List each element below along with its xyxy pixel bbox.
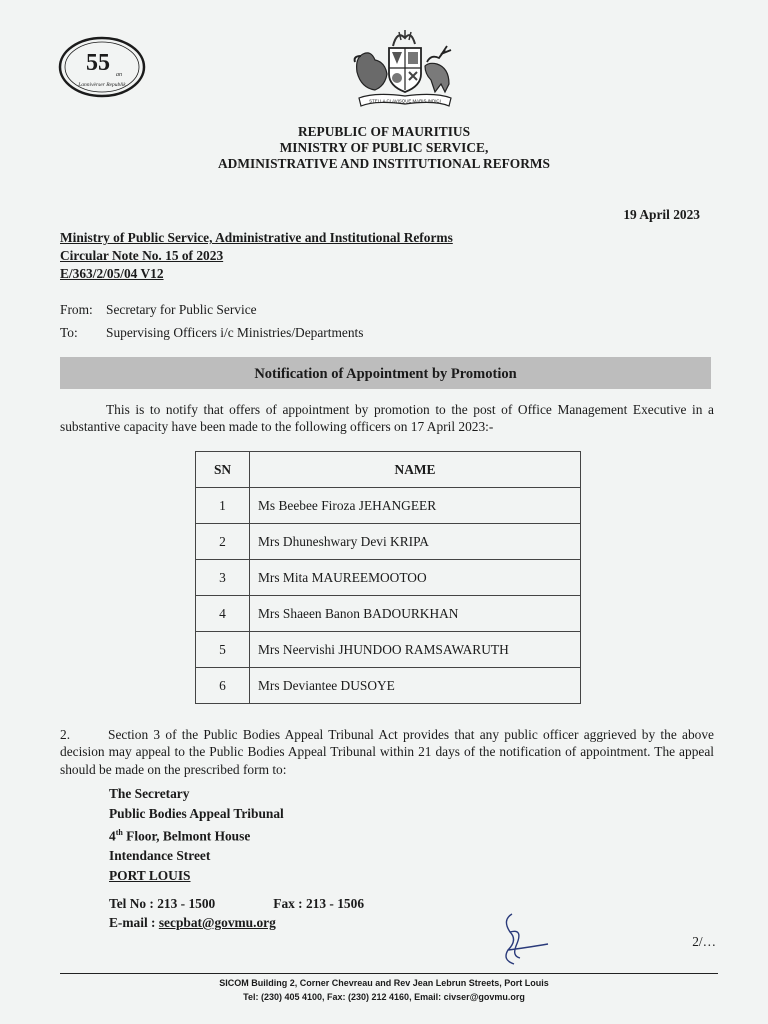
appeal-address (109, 784, 284, 885)
ministry-reference: Ministry of Public Service, Administrative and Institutional Reforms (60, 230, 453, 245)
table-row (196, 488, 581, 524)
crest-motto: STELLA CLAVISQUE MARIS INDICI (369, 98, 441, 104)
paragraph-number: 2. (60, 727, 71, 742)
signature-mark (494, 910, 554, 968)
contact-block (109, 894, 364, 932)
from-label: From: (60, 302, 93, 317)
from-line (60, 302, 257, 318)
notice-title: Notification of Appointment by Promotion (60, 357, 711, 389)
row-sn: 3 (196, 560, 250, 596)
header-ministry-cont: ADMINISTRATIVE AND INSTITUTIONAL REFORMS (218, 156, 550, 171)
document-date: 19 April 2023 (623, 207, 700, 222)
row-name: Mrs Deviantee DUSOYE (250, 668, 581, 704)
to-label: To: (60, 325, 78, 340)
header-country: REPUBLIC OF MAURITIUS (297, 124, 471, 139)
row-name: Mrs Mita MAUREEMOOTOO (250, 560, 581, 596)
to-line (60, 325, 363, 341)
address-recipient: The Secretary (109, 786, 190, 801)
column-header-name: NAME (250, 452, 581, 488)
table-header-row (196, 452, 581, 488)
address-floor: 4th Floor, Belmont House (109, 828, 251, 844)
logo-number: 55 (86, 50, 110, 76)
logo-suffix: an (116, 72, 122, 78)
circular-number: Circular Note No. 15 of 2023 (60, 248, 224, 263)
officers-table (195, 451, 581, 704)
telephone: Tel No : 213 - 1500 (109, 896, 216, 911)
table-row (196, 632, 581, 668)
header-ministry: MINISTRY OF PUBLIC SERVICE, (279, 140, 489, 155)
to-value: Supervising Officers i/c Ministries/Departments (106, 325, 364, 340)
reference-block (60, 229, 453, 283)
row-sn: 6 (196, 668, 250, 704)
row-name: Mrs Shaeen Banon BADOURKHAN (250, 596, 581, 632)
footer-address: SICOM Building 2, Corner Chevreau and Rev Jean Lebrun Streets, Port Louis (219, 978, 549, 988)
table-row (196, 668, 581, 704)
address-street: Intendance Street (109, 848, 211, 864)
address-city: PORT LOUIS (109, 867, 191, 883)
anniversary-logo (58, 36, 146, 98)
appeal-paragraph (60, 726, 714, 778)
row-name: Mrs Neervishi JHUNDOO RAMSAWARUTH (250, 632, 581, 668)
footer-divider (60, 973, 718, 974)
row-name: Mrs Dhuneshwary Devi KRIPA (250, 524, 581, 560)
page-continuation: 2/… (692, 934, 716, 949)
row-sn: 4 (196, 596, 250, 632)
email-label: E-mail : (109, 915, 159, 930)
intro-paragraph: This is to notify that offers of appointment by promotion to the post of Office Management Executive in a substantive capacity have been made to the following officers on 17 April 2023:- (60, 402, 714, 435)
email-link[interactable]: secpbat@govmu.org (158, 915, 276, 930)
row-name: Ms Beebee Firoza JEHANGEER (250, 488, 581, 524)
column-header-sn: SN (196, 452, 250, 488)
table-row (196, 560, 581, 596)
footer-contact: Tel: (230) 405 4100, Fax: (230) 212 4160, Email: civser@govmu.org (243, 992, 525, 1002)
table-row (196, 524, 581, 560)
from-value: Secretary for Public Service (106, 302, 257, 317)
appeal-text: Section 3 of the Public Bodies Appeal Tribunal Act provides that any public officer aggrieved by the above decision may appeal to the Public Bodies Appeal Tribunal within 21 days of the notification of appointment. The appeal should be made on the prescribed form to: (60, 727, 714, 777)
address-tribunal: Public Bodies Appeal Tribunal (109, 805, 284, 821)
row-sn: 5 (196, 632, 250, 668)
row-sn: 2 (196, 524, 250, 560)
row-sn: 1 (196, 488, 250, 524)
logo-caption: Lannivèrser Republik (78, 82, 126, 88)
file-reference: E/363/2/05/04 V12 (60, 266, 164, 281)
table-row (196, 596, 581, 632)
coat-of-arms (345, 28, 465, 110)
fax: Fax : 213 - 1506 (273, 896, 365, 911)
